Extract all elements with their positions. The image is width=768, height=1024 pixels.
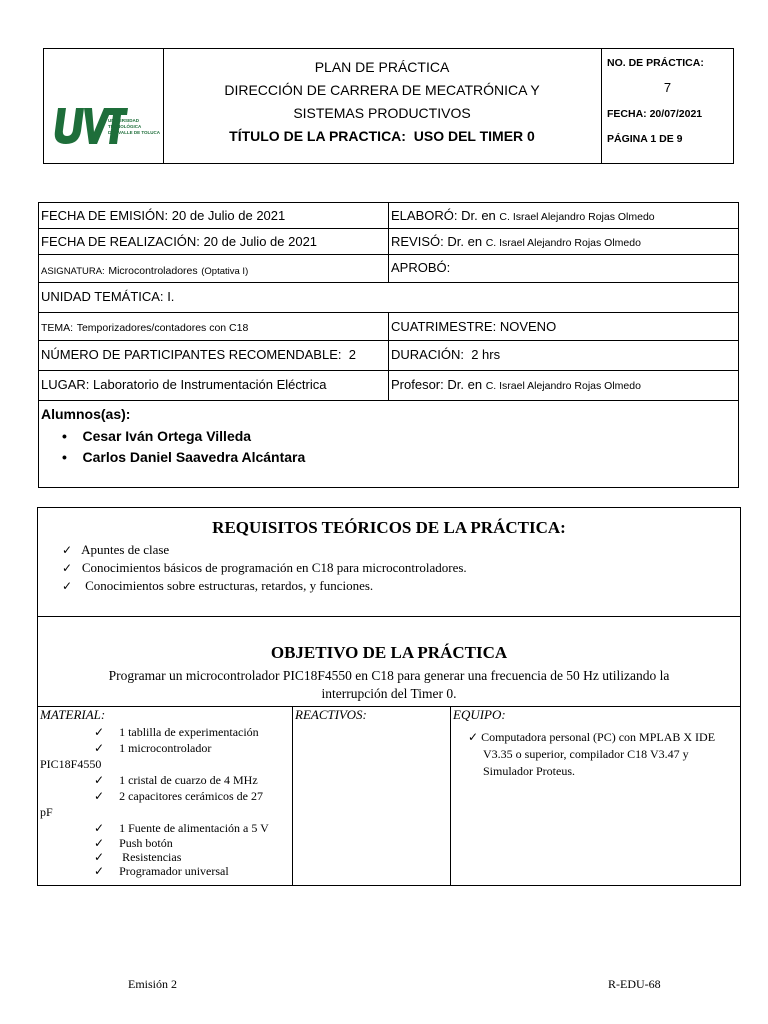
- check-icon: ✓: [94, 821, 105, 835]
- alumno-item: • Carlos Daniel Saavedra Alcántara: [62, 449, 306, 465]
- check-icon: ✓: [94, 836, 105, 850]
- logo-subtext: UNIVERSIDAD TECNOLÓGICA DEL VALLE DE TOLUCA: [108, 118, 161, 135]
- emision-field: FECHA DE EMISIÓN: 20 de Julio de 2021: [41, 208, 286, 223]
- list-item: ✓ 2 capacitores cerámicos de 27: [94, 789, 263, 803]
- check-icon: ✓: [94, 741, 105, 755]
- list-item: ✓ Conocimientos sobre estructuras, retardos, y funciones.: [62, 578, 374, 593]
- alumno-item: • Cesar Iván Ortega Villeda: [62, 428, 252, 444]
- footer-code: R-EDU-68: [608, 977, 661, 991]
- equipo-text: ✓ Computadora personal (PC) con MPLAB X IDE V3.35 o superior, compilador C18 V3.47 y Simulador Proteus.: [468, 730, 716, 778]
- list-item: pF: [40, 805, 53, 819]
- row-line: [37, 706, 741, 707]
- elaboro-field: ELABORÓ: Dr. en C. Israel Alejandro Rojas Olmedo: [391, 208, 655, 223]
- row-line: [38, 400, 739, 401]
- equipo-label: EQUIPO:: [453, 707, 506, 722]
- col-line: [292, 706, 293, 886]
- row-line: [38, 282, 739, 283]
- col-line: [388, 312, 389, 400]
- check-icon: ✓: [94, 773, 105, 787]
- tema-field: TEMA: Temporizadores/contadores con C18: [41, 322, 249, 334]
- university-logo: [52, 100, 160, 150]
- requisitos-title: REQUISITOS TEÓRICOS DE LA PRÁCTICA:: [212, 518, 566, 537]
- list-item: ✓ 1 cristal de cuarzo de 4 MHz: [94, 773, 258, 787]
- practice-title: TÍTULO DE LA PRACTICA: USO DEL TIMER 0: [229, 128, 535, 144]
- material-label: MATERIAL:: [40, 707, 106, 722]
- cuatrimestre-field: CUATRIMESTRE: NOVENO: [391, 319, 557, 334]
- check-icon: ✓: [62, 543, 73, 557]
- reactivos-label: REACTIVOS:: [295, 707, 367, 722]
- list-item: ✓ Apuntes de clase: [62, 542, 170, 557]
- plan-title: PLAN DE PRÁCTICA: [314, 59, 450, 75]
- col-line: [388, 202, 389, 282]
- list-item: ✓ Conocimientos básicos de programación en C18 para microcontroladores.: [62, 560, 467, 575]
- check-icon: ✓: [94, 789, 105, 803]
- asignatura-field: ASIGNATURA: Microcontroladores (Optativa I): [41, 265, 249, 277]
- list-item: ✓ 1 microcontrolador: [94, 741, 212, 755]
- col-line: [450, 706, 451, 886]
- list-item: ✓ Resistencias: [94, 850, 182, 864]
- check-icon: ✓: [62, 579, 73, 593]
- list-item: ✓ Programador universal: [94, 864, 229, 878]
- check-icon: ✓: [62, 561, 73, 575]
- list-item: ✓ 1 tablilla de experimentación: [94, 725, 259, 739]
- direccion-line: DIRECCIÓN DE CARRERA DE MECATRÓNICA Y: [224, 82, 540, 98]
- practice-number-label: NO. DE PRÁCTICA:: [607, 57, 704, 69]
- bullet-icon: •: [62, 428, 67, 444]
- realizacion-field: FECHA DE REALIZACIÓN: 20 de Julio de 2021: [41, 234, 318, 249]
- check-icon: ✓: [94, 864, 105, 878]
- requisitos-list: [62, 541, 467, 595]
- list-item: ✓ 1 Fuente de alimentación a 5 V: [94, 821, 269, 835]
- header-divider-right: [601, 48, 602, 164]
- unidad-field: UNIDAD TEMÁTICA: I.: [41, 289, 175, 304]
- bullet-icon: •: [62, 449, 67, 465]
- material-list: [40, 724, 290, 878]
- alumnos-label: Alumnos(as):: [41, 406, 131, 422]
- check-icon: ✓: [94, 725, 105, 739]
- sistemas-line: SISTEMAS PRODUCTIVOS: [293, 105, 471, 121]
- list-item: PIC18F4550: [40, 757, 102, 771]
- profesor-field: Profesor: Dr. en C. Israel Alejandro Rojas Olmedo: [391, 377, 641, 392]
- check-icon: ✓: [94, 850, 105, 864]
- row-line: [37, 616, 741, 617]
- lugar-field: LUGAR: Laboratorio de Instrumentación Eléctrica: [41, 377, 327, 392]
- practice-number: 7: [663, 80, 672, 95]
- duracion-field: DURACIÓN: 2 hrs: [391, 347, 501, 362]
- reviso-field: REVISÓ: Dr. en C. Israel Alejandro Rojas Olmedo: [391, 234, 641, 249]
- participantes-field: NÚMERO DE PARTICIPANTES RECOMENDABLE: 2: [41, 347, 356, 362]
- objetivo-text: Programar un microcontrolador PIC18F4550 en C18 para generar una frecuencia de 50 Hz utilizando la interrupción del Timer 0.: [108, 668, 670, 701]
- list-item: ✓ Push botón: [94, 836, 173, 850]
- header-title-block: [163, 48, 601, 164]
- check-icon: ✓: [468, 730, 479, 744]
- objetivo-title: OBJETIVO DE LA PRÁCTICA: [270, 643, 508, 662]
- aprobo-field: APROBÓ:: [391, 260, 451, 275]
- page-indicator: PÁGINA 1 DE 9: [607, 133, 683, 145]
- footer-emision: Emisión 2: [128, 977, 178, 991]
- list-item: ✓ Computadora personal (PC) con MPLAB X IDE: [468, 730, 716, 744]
- practice-date: FECHA: 20/07/2021: [607, 108, 703, 120]
